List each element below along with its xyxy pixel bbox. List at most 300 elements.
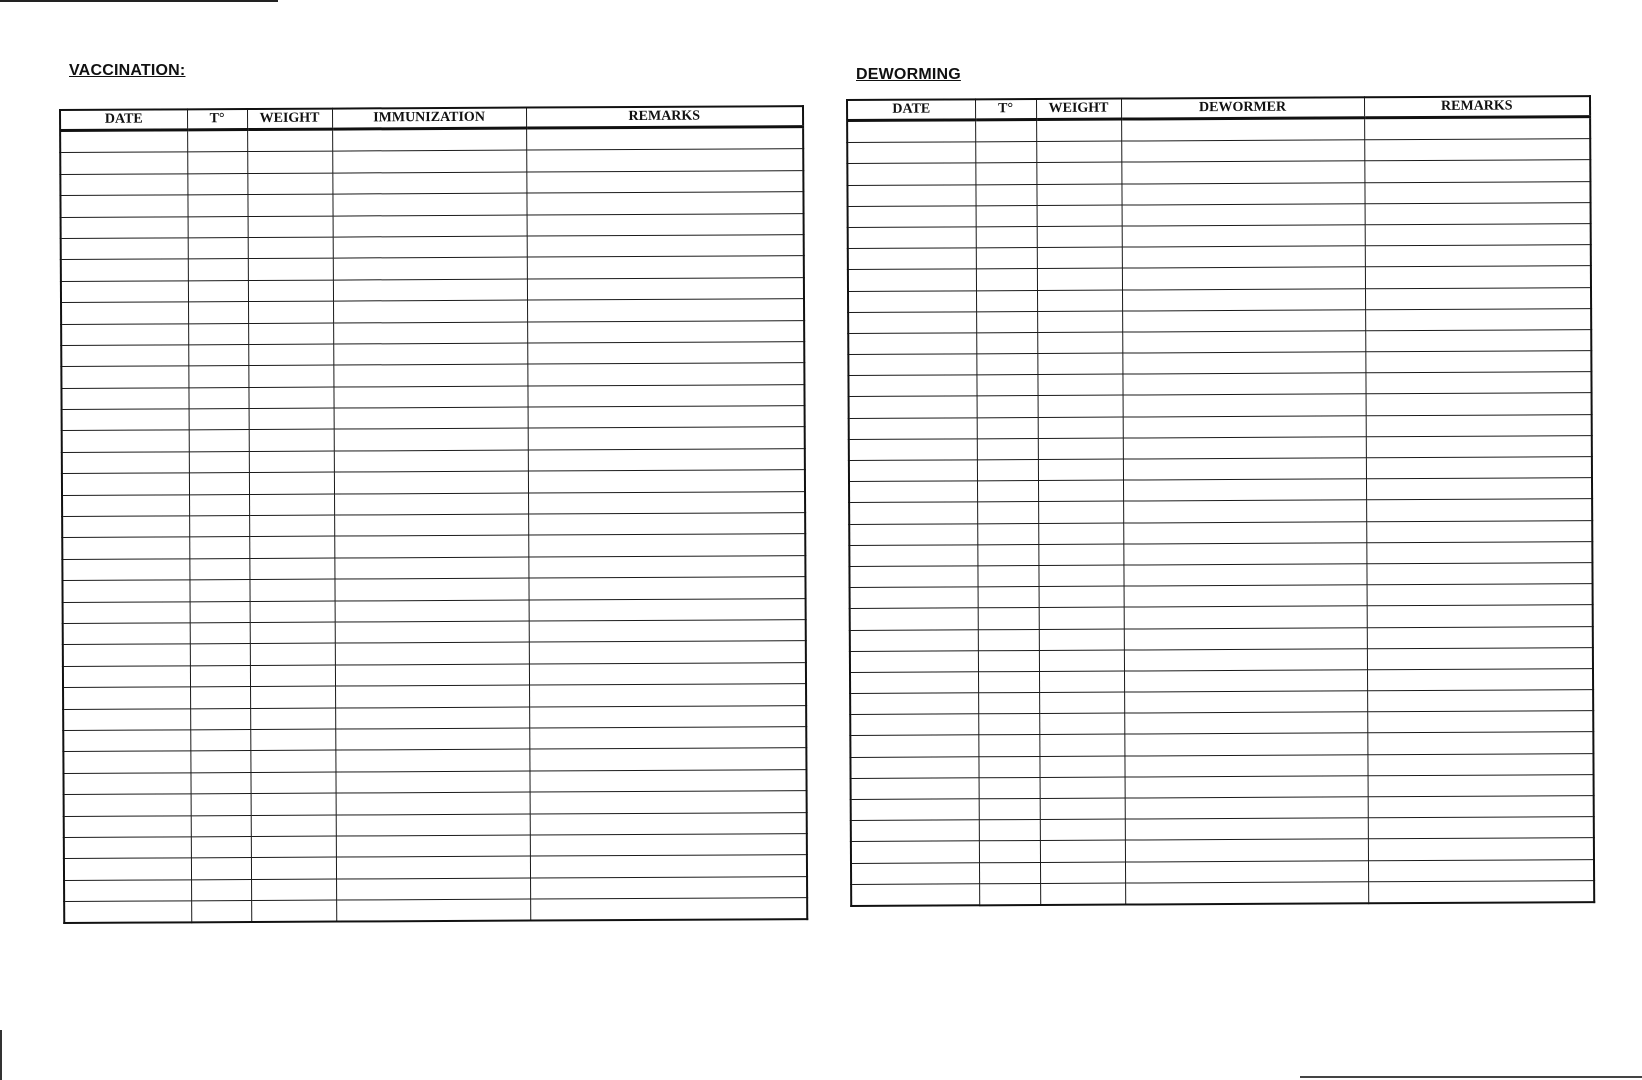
table-cell bbox=[848, 375, 976, 397]
table-cell bbox=[190, 601, 250, 623]
table-cell bbox=[191, 794, 251, 816]
table-cell bbox=[1124, 606, 1367, 628]
table-cell bbox=[1365, 372, 1591, 394]
table-cell bbox=[528, 448, 805, 471]
table-cell bbox=[335, 749, 529, 771]
table-cell bbox=[979, 798, 1040, 820]
table-cell bbox=[332, 172, 526, 194]
table-cell bbox=[1124, 712, 1367, 734]
table-cell bbox=[851, 862, 979, 884]
table-cell bbox=[1368, 880, 1594, 903]
table-cell bbox=[1038, 480, 1123, 502]
table-cell bbox=[60, 130, 187, 153]
deworming-col-temperature: T° bbox=[975, 99, 1036, 120]
table-cell bbox=[251, 815, 336, 837]
table-cell bbox=[62, 580, 189, 602]
table-cell bbox=[63, 666, 190, 688]
table-cell bbox=[849, 481, 977, 503]
table-cell bbox=[979, 820, 1040, 842]
table-cell bbox=[249, 515, 334, 537]
table-cell bbox=[1124, 691, 1367, 713]
table-cell bbox=[1367, 668, 1593, 690]
table-cell bbox=[849, 460, 977, 482]
deworming-col-date: DATE bbox=[847, 99, 975, 120]
table-cell bbox=[1037, 311, 1122, 333]
table-cell bbox=[248, 280, 333, 302]
table-cell bbox=[1366, 457, 1592, 479]
table-cell bbox=[529, 662, 806, 685]
table-cell bbox=[1125, 839, 1368, 861]
table-cell bbox=[851, 820, 979, 842]
table-cell bbox=[1037, 268, 1122, 290]
table-cell bbox=[1122, 225, 1365, 247]
table-cell bbox=[188, 302, 248, 324]
table-cell bbox=[975, 142, 1036, 164]
table-cell bbox=[529, 769, 806, 792]
table-cell bbox=[190, 644, 250, 666]
table-cell bbox=[62, 409, 189, 431]
table-cell bbox=[187, 152, 247, 174]
table-cell bbox=[978, 650, 1039, 672]
table-cell bbox=[333, 300, 527, 322]
table-cell bbox=[247, 173, 332, 195]
table-cell bbox=[976, 226, 1037, 248]
table-cell bbox=[332, 150, 526, 172]
table-cell bbox=[851, 778, 979, 800]
table-cell bbox=[1365, 351, 1591, 373]
vaccination-table bbox=[59, 105, 808, 924]
table-cell bbox=[848, 269, 976, 291]
table-cell bbox=[848, 290, 976, 312]
table-cell bbox=[1368, 838, 1594, 860]
table-cell bbox=[1122, 373, 1365, 395]
table-cell bbox=[1038, 523, 1123, 545]
table-cell bbox=[190, 729, 250, 751]
table-cell bbox=[849, 566, 977, 588]
table-cell bbox=[527, 342, 804, 365]
table-cell bbox=[189, 494, 249, 516]
table-cell bbox=[1365, 308, 1591, 330]
table-cell bbox=[60, 174, 187, 196]
table-cell bbox=[187, 195, 247, 217]
table-cell bbox=[976, 332, 1037, 354]
table-cell bbox=[62, 473, 189, 495]
table-cell bbox=[251, 836, 336, 858]
table-cell bbox=[62, 494, 189, 516]
table-cell bbox=[249, 579, 334, 601]
table-cell bbox=[191, 879, 251, 901]
table-cell bbox=[1121, 118, 1364, 141]
table-cell bbox=[1368, 774, 1594, 796]
table-cell bbox=[1122, 352, 1365, 374]
vaccination-col-temperature: T° bbox=[187, 109, 247, 130]
table-cell bbox=[1122, 288, 1365, 310]
table-cell bbox=[1364, 139, 1590, 161]
table-cell bbox=[1122, 246, 1365, 268]
table-cell bbox=[251, 900, 336, 922]
table-cell bbox=[64, 858, 191, 880]
table-cell bbox=[61, 281, 188, 303]
table-cell bbox=[189, 558, 249, 580]
table-cell bbox=[334, 535, 528, 557]
table-cell bbox=[1121, 182, 1364, 204]
table-cell bbox=[977, 396, 1038, 418]
table-cell bbox=[189, 451, 249, 473]
table-cell bbox=[1366, 499, 1592, 521]
table-cell bbox=[978, 693, 1039, 715]
table-cell bbox=[850, 608, 978, 630]
table-cell bbox=[189, 580, 249, 602]
table-cell bbox=[1037, 247, 1122, 269]
table-cell bbox=[977, 502, 1038, 524]
table-cell bbox=[1368, 817, 1594, 839]
deworming-rows bbox=[847, 117, 1594, 906]
table-cell bbox=[851, 841, 979, 863]
table-cell bbox=[1039, 586, 1124, 608]
table-cell bbox=[977, 438, 1038, 460]
table-cell bbox=[190, 772, 250, 794]
table-cell bbox=[1123, 479, 1366, 501]
table-cell bbox=[250, 708, 335, 730]
table-cell bbox=[251, 879, 336, 901]
table-cell bbox=[526, 127, 803, 151]
table-cell bbox=[1123, 521, 1366, 543]
table-cell bbox=[333, 236, 527, 258]
table-cell bbox=[849, 523, 977, 545]
table-cell bbox=[1365, 266, 1591, 288]
table-cell bbox=[1038, 395, 1123, 417]
table-cell bbox=[849, 417, 977, 439]
table-cell bbox=[850, 629, 978, 651]
table-cell bbox=[250, 686, 335, 708]
table-cell bbox=[527, 320, 804, 343]
table-cell bbox=[850, 756, 978, 778]
table-cell bbox=[1123, 394, 1366, 416]
table-cell bbox=[187, 130, 247, 153]
table-cell bbox=[1123, 458, 1366, 480]
table-cell bbox=[976, 311, 1037, 333]
deworming-table bbox=[846, 95, 1595, 907]
table-cell bbox=[1122, 267, 1365, 289]
table-cell bbox=[188, 216, 248, 238]
table-cell bbox=[64, 879, 191, 901]
table-cell bbox=[188, 387, 248, 409]
table-cell bbox=[60, 152, 187, 174]
table-cell bbox=[63, 773, 190, 795]
table-cell bbox=[64, 901, 191, 924]
table-cell bbox=[847, 163, 975, 185]
table-cell bbox=[851, 884, 979, 906]
table-cell bbox=[61, 238, 188, 260]
table-cell bbox=[1366, 414, 1592, 436]
table-cell bbox=[1039, 756, 1124, 778]
table-cell bbox=[249, 536, 334, 558]
table-cell bbox=[848, 333, 976, 355]
table-cell bbox=[190, 687, 250, 709]
table-cell bbox=[1038, 417, 1123, 439]
table-cell bbox=[1038, 459, 1123, 481]
table-cell bbox=[848, 206, 976, 228]
table-cell bbox=[528, 427, 805, 450]
table-cell bbox=[247, 129, 332, 152]
table-cell bbox=[1038, 438, 1123, 460]
table-cell bbox=[977, 481, 1038, 503]
table-cell bbox=[1367, 753, 1593, 775]
table-cell bbox=[191, 901, 251, 923]
table-cell bbox=[189, 430, 249, 452]
table-cell bbox=[851, 799, 979, 821]
table-cell bbox=[1124, 627, 1367, 649]
table-cell bbox=[188, 280, 248, 302]
table-cell bbox=[977, 417, 1038, 439]
table-cell bbox=[1367, 690, 1593, 712]
table-cell bbox=[63, 644, 190, 666]
table-cell bbox=[1122, 309, 1365, 331]
table-cell bbox=[333, 215, 527, 237]
table-cell bbox=[248, 344, 333, 366]
table-cell bbox=[248, 365, 333, 387]
table-cell bbox=[188, 366, 248, 388]
deworming-col-dewormer: DEWORMER bbox=[1121, 97, 1364, 119]
table-cell bbox=[335, 621, 529, 643]
table-cell bbox=[248, 216, 333, 238]
table-cell bbox=[527, 299, 804, 322]
table-cell bbox=[528, 513, 805, 536]
table-cell bbox=[61, 216, 188, 238]
table-cell bbox=[188, 344, 248, 366]
table-cell bbox=[530, 855, 807, 878]
table-cell bbox=[528, 555, 805, 578]
table-cell bbox=[187, 173, 247, 195]
table-cell bbox=[1124, 670, 1367, 692]
table-cell bbox=[333, 364, 527, 386]
table-cell bbox=[336, 856, 530, 878]
table-cell bbox=[527, 235, 804, 258]
table-cell bbox=[1365, 287, 1591, 309]
table-cell bbox=[848, 248, 976, 270]
table-cell bbox=[1122, 331, 1365, 353]
vaccination-title: VACCINATION: bbox=[69, 62, 186, 79]
table-cell bbox=[333, 322, 527, 344]
table-cell bbox=[528, 491, 805, 514]
table-cell bbox=[1368, 796, 1594, 818]
table-cell bbox=[333, 257, 527, 279]
table-cell bbox=[849, 545, 977, 567]
table-cell bbox=[529, 705, 806, 728]
deworming-col-remarks: REMARKS bbox=[1364, 96, 1590, 118]
table-cell bbox=[1123, 500, 1366, 522]
table-cell bbox=[334, 578, 528, 600]
table-cell bbox=[63, 601, 190, 623]
table-cell bbox=[527, 277, 804, 300]
table-cell bbox=[527, 363, 804, 386]
table-cell bbox=[61, 388, 188, 410]
table-cell bbox=[976, 248, 1037, 270]
table-cell bbox=[978, 714, 1039, 736]
table-cell bbox=[334, 471, 528, 493]
table-cell bbox=[529, 620, 806, 643]
table-cell bbox=[978, 735, 1039, 757]
table-cell bbox=[1123, 564, 1366, 586]
table-cell bbox=[530, 791, 807, 814]
table-cell bbox=[1367, 626, 1593, 648]
table-cell bbox=[249, 451, 334, 473]
table-cell bbox=[530, 876, 807, 899]
table-cell bbox=[1365, 202, 1591, 224]
table-cell bbox=[978, 587, 1039, 609]
table-cell bbox=[850, 693, 978, 715]
table-cell bbox=[850, 714, 978, 736]
table-cell bbox=[529, 727, 806, 750]
deworming-col-weight: WEIGHT bbox=[1036, 99, 1121, 120]
table-cell bbox=[248, 258, 333, 280]
table-cell bbox=[1366, 435, 1592, 457]
table-cell bbox=[333, 279, 527, 301]
table-cell bbox=[189, 473, 249, 495]
table-cell bbox=[1037, 290, 1122, 312]
scan-edge-top bbox=[0, 0, 278, 2]
scan-edge-left bbox=[0, 1030, 2, 1080]
table-cell bbox=[977, 460, 1038, 482]
table-cell bbox=[1368, 859, 1594, 881]
table-cell bbox=[1036, 162, 1121, 184]
table-cell bbox=[848, 312, 976, 334]
table-cell bbox=[63, 623, 190, 645]
table-cell bbox=[976, 375, 1037, 397]
table-cell bbox=[529, 641, 806, 664]
table-cell bbox=[847, 142, 975, 164]
table-cell bbox=[335, 664, 529, 686]
vaccination-col-date: DATE bbox=[60, 109, 187, 130]
table-cell bbox=[528, 577, 805, 600]
table-cell bbox=[1037, 205, 1122, 227]
table-cell bbox=[530, 812, 807, 835]
table-cell bbox=[336, 792, 530, 814]
table-cell bbox=[976, 269, 1037, 291]
table-cell bbox=[249, 494, 334, 516]
table-cell bbox=[1123, 543, 1366, 565]
table-cell bbox=[191, 858, 251, 880]
table-cell bbox=[1125, 797, 1368, 819]
table-cell bbox=[1123, 415, 1366, 437]
table-cell bbox=[250, 665, 335, 687]
vaccination-col-remarks: REMARKS bbox=[526, 106, 803, 128]
table-cell bbox=[63, 730, 190, 752]
table-cell bbox=[62, 430, 189, 452]
table-row bbox=[64, 898, 807, 924]
table-cell bbox=[1040, 777, 1125, 799]
table-cell bbox=[849, 439, 977, 461]
table-cell bbox=[63, 708, 190, 730]
table-cell bbox=[191, 836, 251, 858]
table-cell bbox=[1040, 862, 1125, 884]
table-cell bbox=[850, 672, 978, 694]
table-cell bbox=[1367, 647, 1593, 669]
table-cell bbox=[188, 237, 248, 259]
table-cell bbox=[64, 815, 191, 837]
table-cell bbox=[188, 259, 248, 281]
table-cell bbox=[1366, 563, 1592, 585]
scan-edge-bottom bbox=[1300, 1076, 1642, 1078]
table-cell bbox=[1365, 224, 1591, 246]
table-cell bbox=[1039, 734, 1124, 756]
table-cell bbox=[249, 472, 334, 494]
table-cell bbox=[977, 544, 1038, 566]
table-cell bbox=[1038, 565, 1123, 587]
table-cell bbox=[1364, 117, 1590, 140]
table-cell bbox=[978, 756, 1039, 778]
table-cell bbox=[1125, 776, 1368, 798]
table-cell bbox=[849, 396, 977, 418]
table-cell bbox=[251, 857, 336, 879]
table-cell bbox=[1039, 650, 1124, 672]
table-cell bbox=[1121, 161, 1364, 183]
table-cell bbox=[61, 345, 188, 367]
table-cell bbox=[976, 205, 1037, 227]
table-cell bbox=[62, 537, 189, 559]
table-cell bbox=[250, 772, 335, 794]
table-cell bbox=[527, 384, 804, 407]
table-cell bbox=[333, 386, 527, 408]
table-cell bbox=[848, 354, 976, 376]
table-cell bbox=[250, 643, 335, 665]
table-cell bbox=[1036, 141, 1121, 163]
table-cell bbox=[248, 301, 333, 323]
table-cell bbox=[1036, 184, 1121, 206]
table-cell bbox=[248, 237, 333, 259]
table-cell bbox=[1365, 329, 1591, 351]
table-cell bbox=[1039, 713, 1124, 735]
table-cell bbox=[334, 450, 528, 472]
table-cell bbox=[526, 149, 803, 172]
table-cell bbox=[1124, 648, 1367, 670]
table-cell bbox=[63, 687, 190, 709]
table-cell bbox=[526, 192, 803, 215]
table-cell bbox=[529, 684, 806, 707]
table-cell bbox=[247, 194, 332, 216]
table-cell bbox=[336, 835, 530, 857]
table-cell bbox=[976, 354, 1037, 376]
table-cell bbox=[190, 622, 250, 644]
table-cell bbox=[1366, 393, 1592, 415]
table-cell bbox=[1037, 353, 1122, 375]
table-cell bbox=[1367, 605, 1593, 627]
table-cell bbox=[249, 430, 334, 452]
table-row bbox=[851, 880, 1594, 906]
table-cell bbox=[978, 629, 1039, 651]
table-cell bbox=[1040, 840, 1125, 862]
table-cell bbox=[529, 748, 806, 771]
table-cell bbox=[334, 429, 528, 451]
table-cell bbox=[1122, 204, 1365, 226]
table-cell bbox=[979, 841, 1040, 863]
table-cell bbox=[1366, 541, 1592, 563]
table-cell bbox=[62, 516, 189, 538]
table-cell bbox=[528, 470, 805, 493]
table-cell bbox=[1038, 501, 1123, 523]
table-cell bbox=[334, 493, 528, 515]
table-cell bbox=[1364, 160, 1590, 182]
table-cell bbox=[63, 751, 190, 773]
table-cell bbox=[526, 170, 803, 193]
table-cell bbox=[1125, 860, 1368, 882]
table-cell bbox=[1366, 478, 1592, 500]
table-cell bbox=[190, 665, 250, 687]
table-cell bbox=[189, 409, 249, 431]
table-cell bbox=[1367, 584, 1593, 606]
table-cell bbox=[335, 600, 529, 622]
table-cell bbox=[248, 387, 333, 409]
